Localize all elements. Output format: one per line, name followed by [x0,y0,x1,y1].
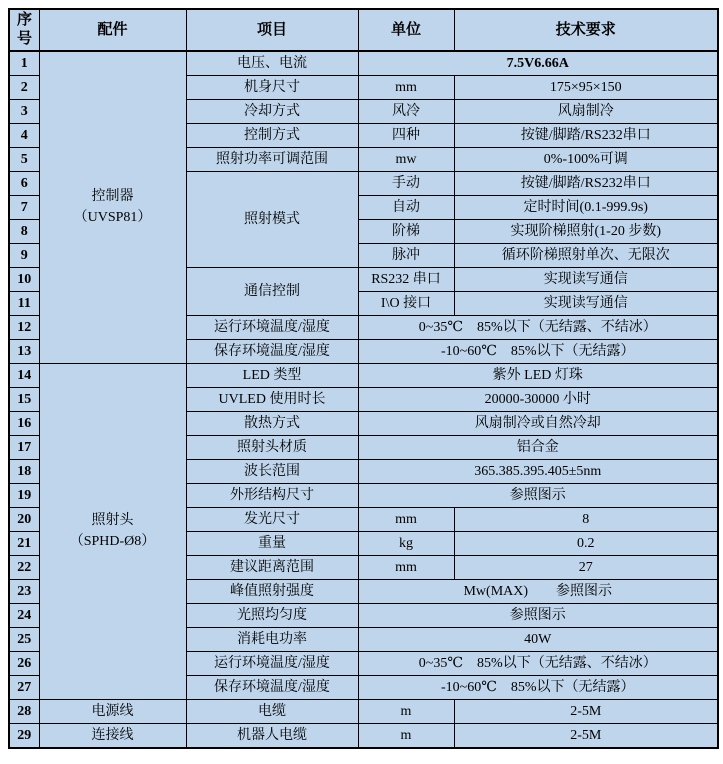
item-cell: 照射头材质 [186,436,358,460]
row-no: 3 [9,100,39,124]
unit-cell: I\O 接口 [358,292,454,316]
row-no: 2 [9,76,39,100]
row-no: 29 [9,724,39,749]
item-cell-comm-control: 通信控制 [186,268,358,316]
value-cell: 0%-100%可调 [454,148,718,172]
part-model: （SPHD-Ø8） [69,533,156,549]
unit-cell: 手动 [358,172,454,196]
row-no: 9 [9,244,39,268]
item-cell: 光照均匀度 [186,604,358,628]
value-cell: 8 [454,508,718,532]
item-cell: 峰值照射强度 [186,580,358,604]
row-no: 24 [9,604,39,628]
col-header-item: 项目 [186,9,358,51]
item-cell: 保存环境温度/湿度 [186,340,358,364]
value-cell: 按键/脚踏/RS232串口 [454,172,718,196]
value-cell: 定时时间(0.1-999.9s) [454,196,718,220]
col-header-part: 配件 [39,9,186,51]
unit-cell: m [358,724,454,749]
row-no: 6 [9,172,39,196]
row-no: 10 [9,268,39,292]
value-cell: 0~35℃ 85%以下（无结露、不结冰） [358,316,718,340]
value-cell: -10~60℃ 85%以下（无结露） [358,676,718,700]
value-cell: 实现阶梯照射(1-20 步数) [454,220,718,244]
item-cell: 消耗电功率 [186,628,358,652]
item-cell: 散热方式 [186,412,358,436]
row-no: 18 [9,460,39,484]
item-cell: 外形结构尺寸 [186,484,358,508]
unit-cell: mm [358,556,454,580]
unit-cell: mw [358,148,454,172]
header-row [9,9,718,51]
item-cell: 运行环境温度/湿度 [186,652,358,676]
value-cell: 27 [454,556,718,580]
row-no: 17 [9,436,39,460]
row-no: 23 [9,580,39,604]
row-no: 19 [9,484,39,508]
table-row [9,724,718,749]
value-cell: 参照图示 [358,604,718,628]
value-cell: 40W [358,628,718,652]
part-cell-connect-cable: 连接线 [39,724,186,749]
row-no: 7 [9,196,39,220]
row-no: 16 [9,412,39,436]
part-cell-controller [39,51,186,364]
unit-cell: mm [358,76,454,100]
part-cell-power-cable: 电源线 [39,700,186,724]
value-cell: 20000-30000 小时 [358,388,718,412]
row-no: 20 [9,508,39,532]
row-no: 11 [9,292,39,316]
value-cell: 0.2 [454,532,718,556]
value-cell: 参照图示 [358,484,718,508]
item-cell: 电压、电流 [186,51,358,76]
item-cell: 保存环境温度/湿度 [186,676,358,700]
row-no: 22 [9,556,39,580]
value-cell: 实现读写通信 [454,292,718,316]
part-cell-head [39,364,186,700]
item-cell: 冷却方式 [186,100,358,124]
item-cell: LED 类型 [186,364,358,388]
item-cell: 电缆 [186,700,358,724]
part-name: 照射头 [91,513,134,529]
part-name: 控制器 [91,189,134,205]
row-no: 26 [9,652,39,676]
unit-cell: kg [358,532,454,556]
item-cell: 机器人电缆 [186,724,358,749]
row-no: 28 [9,700,39,724]
unit-cell: 脉冲 [358,244,454,268]
value-cell: 175×95×150 [454,76,718,100]
value-cell: 实现读写通信 [454,268,718,292]
row-no: 8 [9,220,39,244]
part-model: （UVSP81） [73,209,152,225]
value-cell: Mw(MAX) 参照图示 [358,580,718,604]
spec-table [8,8,719,749]
item-cell: 机身尺寸 [186,76,358,100]
unit-cell: 四种 [358,124,454,148]
row-no: 21 [9,532,39,556]
table-row [9,364,718,388]
row-no: 15 [9,388,39,412]
value-cell: 0~35℃ 85%以下（无结露、不结冰） [358,652,718,676]
value-cell: -10~60℃ 85%以下（无结露） [358,340,718,364]
item-cell: 照射功率可调范围 [186,148,358,172]
item-cell-irradiation-mode: 照射模式 [186,172,358,268]
value-cell: 7.5V6.66A [358,51,718,76]
table-row [9,700,718,724]
row-no: 1 [9,51,39,76]
row-no: 27 [9,676,39,700]
item-cell: 发光尺寸 [186,508,358,532]
value-cell: 铝合金 [358,436,718,460]
value-cell: 循环阶梯照射单次、无限次 [454,244,718,268]
unit-cell: 风冷 [358,100,454,124]
col-header-req: 技术要求 [454,9,718,51]
item-cell: 控制方式 [186,124,358,148]
value-cell: 365.385.395.405±5nm [358,460,718,484]
item-cell: 运行环境温度/湿度 [186,316,358,340]
row-no: 4 [9,124,39,148]
item-cell: 建议距离范围 [186,556,358,580]
unit-cell: m [358,700,454,724]
value-cell: 紫外 LED 灯珠 [358,364,718,388]
value-cell: 风扇制冷或自然冷却 [358,412,718,436]
row-no: 13 [9,340,39,364]
item-cell: 重量 [186,532,358,556]
unit-cell: 自动 [358,196,454,220]
unit-cell: mm [358,508,454,532]
item-cell: UVLED 使用时长 [186,388,358,412]
row-no: 14 [9,364,39,388]
value-cell: 2-5M [454,700,718,724]
item-cell: 波长范围 [186,460,358,484]
row-no: 25 [9,628,39,652]
col-header-unit: 单位 [358,9,454,51]
unit-cell: 阶梯 [358,220,454,244]
unit-cell: RS232 串口 [358,268,454,292]
value-cell: 风扇制冷 [454,100,718,124]
row-no: 5 [9,148,39,172]
col-header-no: 序号 [9,9,39,51]
table-row [9,51,718,76]
value-cell: 2-5M [454,724,718,749]
value-cell: 按键/脚踏/RS232串口 [454,124,718,148]
row-no: 12 [9,316,39,340]
